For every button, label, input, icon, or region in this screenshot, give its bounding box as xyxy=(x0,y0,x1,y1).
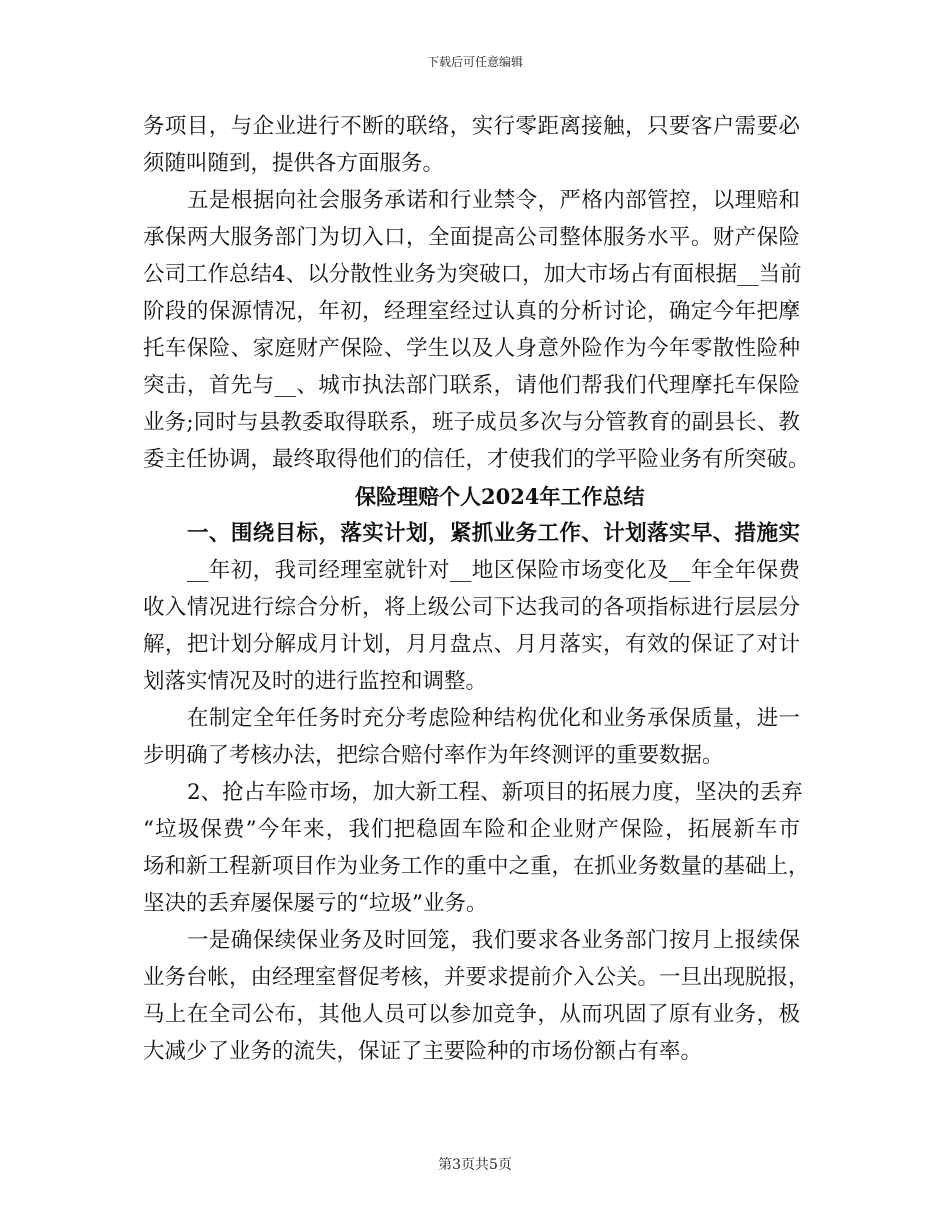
text-line: 大减少了业务的流失，保证了主要险种的市场份额占有率。 xyxy=(143,1039,703,1064)
paragraph xyxy=(143,700,800,774)
text-line: 阶段的保源情况，年初，经理室经过认真的分析讨论，确定今年把摩 xyxy=(143,299,800,324)
text-line: 五是根据向社会服务承诺和行业禁令，严格内部管控，以理赔和 xyxy=(187,188,800,213)
text-line: 2、抢占车险市场，加大新工程、新项目的拓展力度，坚决的丢弃 xyxy=(187,780,803,805)
paragraph xyxy=(143,108,800,182)
text-line: 步明确了考核办法，把综合赔付率作为年终测评的重要数据。 xyxy=(143,743,724,768)
paragraph xyxy=(143,552,800,700)
text-line: __年初，我司经理室就针对__地区保险市场变化及__年全年保费 xyxy=(187,558,800,583)
text-line: 公司工作总结4、以分散性业务为突破口，加大市场占有面根据__当前 xyxy=(143,262,802,287)
text-line: 突击，首先与__、城市执法部门联系，请他们帮我们代理摩托车保险 xyxy=(143,373,800,398)
text-line: 须随叫随到，提供各方面服务。 xyxy=(143,151,445,176)
text-line: 坚决的丢弃屡保屡亏的“垃圾”业务。 xyxy=(143,891,488,916)
text-line: 在制定全年任务时充分考虑险种结构优化和业务承保质量，进一 xyxy=(187,706,800,731)
text-line: 马上在全司公布，其他人员可以参加竞争，从而巩固了原有业务，极 xyxy=(143,1002,800,1027)
text-line: 解，把计划分解成月计划，月月盘点、月月落实，有效的保证了对计 xyxy=(143,632,800,657)
document-body xyxy=(143,108,810,1070)
text-line: 承保两大服务部门为切入口，全面提高公司整体服务水平。财产保险 xyxy=(143,225,800,250)
paragraph xyxy=(143,182,810,478)
document-title: 保险理赔个人2024年工作总结 xyxy=(355,484,645,509)
text-line: 委主任协调，最终取得他们的信任，才使我们的学平险业务有所突破。 xyxy=(143,447,810,472)
text-line: 业务台帐，由经理室督促考核，并要求提前介入公关。一旦出现脱报， xyxy=(143,965,810,990)
text-line: 务项目，与企业进行不断的联络，实行零距离接触，只要客户需要必 xyxy=(143,114,800,139)
text-line: 托车保险、家庭财产保险、学生以及人身意外险作为今年零散性险种 xyxy=(143,336,800,361)
text-line: 一是确保续保业务及时回笼，我们要求各业务部门按月上报续保 xyxy=(187,928,800,953)
text-line: 收入情况进行综合分析，将上级公司下达我司的各项指标进行层层分 xyxy=(143,595,800,620)
text-line: 划落实情况及时的进行监控和调整。 xyxy=(143,669,488,694)
paragraph xyxy=(143,774,810,922)
section-heading: 一、围绕目标，落实计划，紧抓业务工作、计划落实早、措施实 xyxy=(187,521,800,546)
text-line: 业务;同时与县教委取得联系，班子成员多次与分管教育的副县长、教 xyxy=(143,410,800,435)
page-number: 第3页共5页 xyxy=(438,1157,512,1173)
page-header: 下载后可任意编辑 xyxy=(426,55,523,69)
paragraph xyxy=(143,922,810,1070)
text-line: “垃圾保费”今年来，我们把稳固车险和企业财产保险，拓展新车市 xyxy=(143,817,800,842)
text-line: 场和新工程新项目作为业务工作的重中之重，在抓业务数量的基础上， xyxy=(143,854,810,879)
